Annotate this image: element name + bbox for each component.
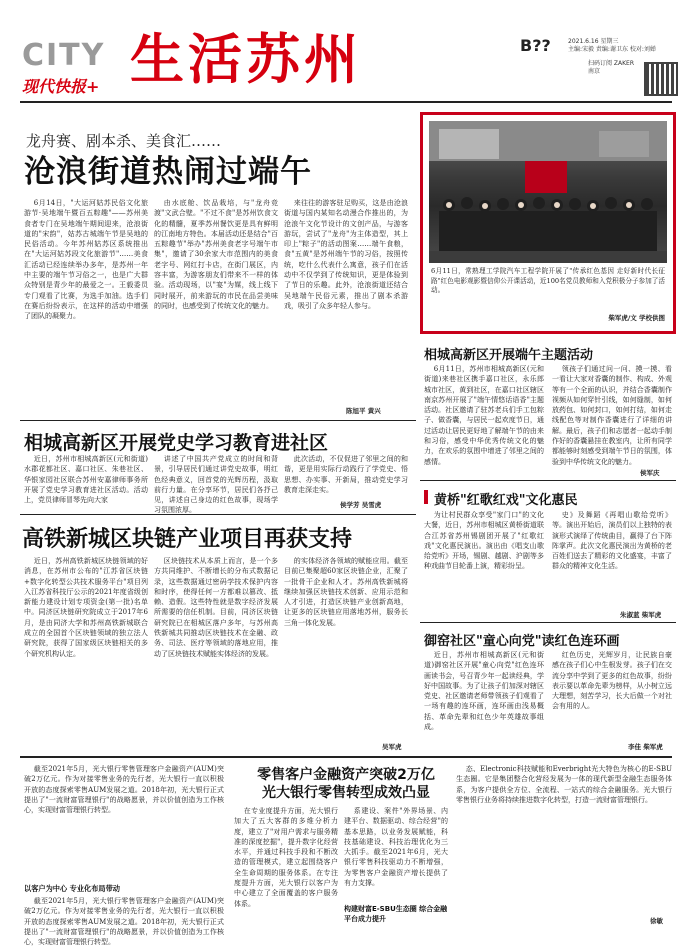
bottom-col-2 (234, 806, 338, 926)
photo-caption: 6月11日，常熟理工学院汽车工程学院开展了"传承红色基因 走好新时代长征路"红色电影观影暨信仰公开课活动，近100名党员教师和入党积极分子参加了活动。 (431, 267, 665, 294)
rb-story-1-signature: 朱淑蓝 柴军虎 (620, 611, 662, 619)
group-photo-image (429, 121, 667, 263)
rb-story-2-col-2 (552, 650, 672, 742)
bottom-headline-1: 零售客户金融资产突破2万亿 (257, 767, 435, 783)
lead-col-1 (24, 198, 148, 416)
app-label: 扫码订阅 ZAKER南京 (588, 60, 635, 75)
block-col-2-text: 区块链技术从本质上而言，是一个多方共同维护、不断增长的分布式数据记录，这些数据通过密码学技术保护内容和时序，使得任何一方都难以篡改、抵赖、造假。这些特性就是数字经济发展所需要的信任机制。目前，同济区块链研究院已在相城区落户多年，与苏州高铁新城共同推动区块链技术在金融、政务、司法、医疗等领域的落地应用，推动了区块链技术赋能实体经济的发展。 (154, 557, 278, 658)
masthead-meta (568, 38, 678, 54)
bottom-subhead: 以客户为中心 专业化布局带动 (24, 884, 120, 893)
group-photo (429, 121, 667, 263)
block-col-1 (24, 556, 148, 752)
lead-col-2 (154, 198, 278, 416)
bottom-col-4-text: 态、Electronic科技赋能和Everbright光大特色为核心的E-SBU生态圈。它是集团整合化营经发展为一体的现代新型金融生态服务体系，为客户提供全方位、全流程、一站式的综合金融服务。光大银行零售银行业务将持续推进数字化转型，打造一流财富管理银行。 (456, 765, 672, 804)
masthead-rule (20, 101, 672, 103)
right-story-1-col-2 (552, 364, 672, 476)
bottom-col-1b (24, 896, 224, 947)
bottom-col-1 (24, 764, 224, 880)
mid-col-3 (284, 454, 408, 500)
qr-code-icon[interactable] (644, 62, 678, 96)
bottom-col-3-text: 系建设、案件"外界场景、内建平台、数据驱动、综合经营"的基本思路，以业务发展赋能，科技基础建设、科技治理优化为三大抓手。截至2021年6月，光大银行零售科技驱动力不断增强，为零售客户金融资产增长提供了有力支撑。 (344, 807, 448, 888)
rb-story-2-headline: 御窑社区"童心向党"读红色连环画 (424, 634, 620, 649)
masthead-city: CITY (22, 38, 106, 73)
block-col-3-text: 的实体经济各领域的赋能应用。截至目前已集聚超60家区块链企业，汇聚了一批骨干企业和人才。苏州高铁新城将继续加强区块链技术创新、应用示范和人才引进，打造区块链产业创新高地，让更多的区块链应用落地苏州，服务长三角一体化发展。 (284, 557, 408, 627)
lead-col-1-text: 6月14日，"大运河姑苏民俗文化旅游节·吴地端午暨百五粽趣"——苏州美食者专门在吴地端午期间迎来，沧浪街道的"宋韵"，姑苏古城端午节是吴地的民俗活动。今年苏州姑苏区系统推出在"大运河姑苏段文化旅游节"……美食汇活动已经连续举办多年，是苏州一年中主要的端午节习俗之一，也是广大群众特别是青少年的最爱之一。王毅委员专门观看了比赛，为选手加油。选手们在赛后纷纷表示，在这样的活动中增强了团队的凝聚力。 (24, 199, 148, 321)
rb-story-1-col-1-text: 为让村民群众享受"家门口"的文化大餐，近日，苏州市相城区黄桥街道联合江苏省苏州锡剧团开展了"红歌红戏"文化惠民演出。演出由《唱支山歌给党听》开场，锡剧、越剧、沪剧等多种戏曲节目轮番上演，精彩纷呈。 (424, 511, 544, 571)
rb-story-2-col-1-text: 近日，苏州市相城高新区(元和街道)御窑社区开展"童心向党"红色连环画读书会，号召青少年一起读经典，学好中国故事。为了让孩子们加深对辖区党史、社区邀请老师带领孩子们观看了一场有趣的连环画，连环画由浅易概括、革命先辈和红色少年英雄故事组成。 (424, 651, 544, 732)
mid-col-1 (24, 454, 148, 510)
bottom-col-1-text: 截至2021年5月，光大银行零售管理客户金融资产(AUM)突破2万亿元。作为对接零售业务的先行者，光大银行一直以积极开放的态度探索零售AUM发展之道。2018年初，光大银行正式提出了"一流财富管理银行"的战略愿景，并以价值创造为工作核心，实现财富管理银行转型。 (24, 765, 224, 815)
rb-story-1-col-1 (424, 510, 544, 614)
bottom-rule (20, 756, 672, 758)
bottom-col-4 (456, 764, 672, 916)
rb-story-1-col-2-text: 史》及舞蹈《再唱山歌给党听》等。演出开始后，演员们以上独特的表演形式演绎了传统曲目，赢得了台下阵阵掌声。此次文化惠民演出为黄桥的老百姓们送去了精彩的文化盛宴，丰富了群众的精神文化生活。 (552, 511, 672, 571)
right-story-1-signature: 侯军庆 (640, 469, 660, 477)
masthead-brand-logo: 现代快报+ (22, 77, 100, 96)
bottom-signature: 徐敏 (650, 917, 663, 925)
rb-story-2-col-1 (424, 650, 544, 750)
bottom-col-1b-text: 截至2021年5月，光大银行零售管理客户金融资产(AUM)突破2万亿元。作为对接零售业务的先行者，光大银行一直以积极开放的态度探索零售AUM发展之道。2018年初，光大银行正式提出了"一流财富管理银行"的战略愿景，并以价值创造为工作核心，实现财富管理银行转型。 (24, 897, 224, 947)
editor-line: 主编:宋毅 责编:谢卫东 校对:刘婵 (568, 46, 656, 53)
lead-col-3 (284, 198, 408, 406)
lead-col-3-text: 来往往的游客驻足购买，这是由沧浪街道与国内某知名动漫合作推出的，为沧浪午文化节设计的文创产品，与游客游玩，尝试了"龙舟"为主体造型，其上印上"粽子"的活动图案……端午食粮，食"五黄"是苏州端午节的习俗，按照传统，吃什么代表什么寓意，孩子们在活动中不仅学到了传统知识，更是体验到了节日的乐趣。此外，沧浪街道还结合吴地端午民俗元素，推出了剧本杀游戏，吸引了众多年轻人参与。 (284, 199, 408, 310)
lead-headline: 沧浪街道热闹过端午 (24, 154, 312, 190)
issue-date: 2021.6.16 星期三 (568, 38, 619, 45)
mid-signature: 侯学芳 吴雪虎 (340, 501, 382, 509)
right-story-1-col-1 (424, 364, 544, 476)
right-story-1-headline: 相城高新区开展端午主题活动 (424, 348, 594, 363)
rb-story-2-col-2-text: 红色历史，光辉岁月，让民族自豪感在孩子们心中生根发芽。孩子们在交流分享中学到了更多的红色故事，纷纷表示要以革命先辈为榜样，从小树立远大理想，刻苦学习，长大后做一个对社会有用的人。 (552, 651, 672, 711)
bottom-headline-2: 光大银行零售转型成效凸显 (262, 785, 430, 801)
divider (20, 420, 416, 421)
mid-col-3-text: 此次活动，不仅促进了邻里之间的和谐，更是用实际行动践行了学党史、悟思想、办实事、开新局，推动党史学习教育走深走实。 (284, 455, 408, 494)
mid-col-1-text: 近日，苏州市相城高新区(元和街道)水郡花都社区、嘉口社区、朱巷社区、华银家园社区联合苏州安嘉律师事务所开展了党史学习教育进社区活动。活动上，党员律师冒琴先向大家 (24, 455, 148, 505)
right-story-1-col-2-text: 领孩子们通过问一问、摸一摸、看一看让大家对香囊的制作、构成、外观等有一个全面的认识，并结合香囊制作视频从如何穿针引线，如何缝制，如何放药包、如何封口，如何打结，如何走线配色等对制作香囊进行了详细的讲解。最后，孩子们和志愿者一起动手制作好的香囊悬挂在教室内，让所有同学都能够时刻感受到端午节日的氛围，体验到中华传统文化的魅力。 (552, 365, 672, 466)
bottom-col-2-text: 在专业度提升方面，光大银行加大了五大客群的多维分析力度，建立了"对用户需求与服务精准的深度挖掘"，提升数字化经营水平，并通过科技手段和不断改造的管理模式，建立起围绕客户全生命周期的服务体系。在专注度提升方面，光大银行以客户为中心建立了全面覆盖的客户服务体系。 (234, 807, 338, 908)
headline-marker (424, 490, 428, 504)
mid-col-2 (154, 454, 278, 515)
page-number: B?? (520, 36, 551, 55)
mid-col-2-text: 讲述了中国共产党成立的时间和背景，引导居民们通过讲党史故事，明红色经典意义，回首党的光辉历程，汲取前行力量。在分享环节，居民们各抒己见，讲述自己身边的红色故事，现场学习氛围浓厚。 (154, 455, 278, 515)
block-col-3 (284, 556, 408, 742)
rb-story-1-col-2 (552, 510, 672, 610)
photo-credit: 柴军虎/文 学校供图 (608, 314, 665, 322)
bottom-subhead-2: 构建财富E-SBU生态圈 综合金融平台成力提升 (344, 905, 448, 923)
divider (420, 622, 676, 623)
photo-box (420, 112, 676, 334)
lead-col-2-text: 由水底舱、饮品栽培，与"龙舟竞渡"文武合壁。"不过不食"是苏州饮食文化的精髓，夏季苏州餐饮更是具有鲜明的江南地方特色。本届活动还是结合"百五粽趣节"举办"苏州美食老字号端午市集"，邀请了30余家大市范围内的美食老字号、网红打卡店，在街门展区，内容丰富，为游客朋友们带来不一样的体验。活动现场，以"宴"为媒，线上线下同时展开，前来游玩的市民在品尝美味的同时，也感受到了传统文化的魅力。 (154, 199, 278, 310)
bottom-col-3 (344, 806, 448, 902)
divider (20, 514, 416, 515)
divider (420, 480, 676, 481)
block-signature: 吴军虎 (382, 743, 402, 751)
section-title: 生活苏州 (130, 27, 362, 91)
right-story-1-col-1-text: 6月11日，苏州市相城高新区(元和街道)来巷社区携手嘉口社区，永乐郎城市社区，黄到社区，在嘉口社区辖区南京苏州开展了"端午情悠话语香"主题活动。社区邀请了驻苏老兵们手工包粽子、做香囊，与居民一起欢度节日，通过活动让居民更好地了解端午节的由来和习俗，感受中华优秀传统文化的魅力，在欢乐的氛围中增进了邻里之间的感情。 (424, 365, 544, 466)
block-col-2 (154, 556, 278, 752)
rb-story-1-headline: 黄桥"红歌红戏"文化惠民 (434, 493, 578, 508)
lead-kicker: 龙舟赛、剧本杀、美食汇…… (26, 132, 222, 150)
lead-signature: 陈旭平 黄兴 (346, 407, 381, 415)
mid-story-headline: 相城高新区开展党史学习教育进社区 (24, 432, 329, 454)
block-story-headline: 高铁新城区块链产业项目再获支持 (22, 527, 353, 552)
block-col-1-text: 近日，苏州高铁新城区块链领域的好消息，在苏州市公布的"江苏省区块链+数字化转型公共技术服务平台"项目列入江苏省科技厅公示的2021年度省级创新能力建设计划专项资金(第一批)名单中。同济区块链研究院成立于2017年6月，是由同济大学和苏州高铁新城联合成立的全国首个区块链领域的独立法人研究院，获得了国家级区块链相关的多个研究机构认定。 (24, 557, 148, 658)
rb-story-2-signature: 李佳 柴军虎 (628, 743, 663, 751)
